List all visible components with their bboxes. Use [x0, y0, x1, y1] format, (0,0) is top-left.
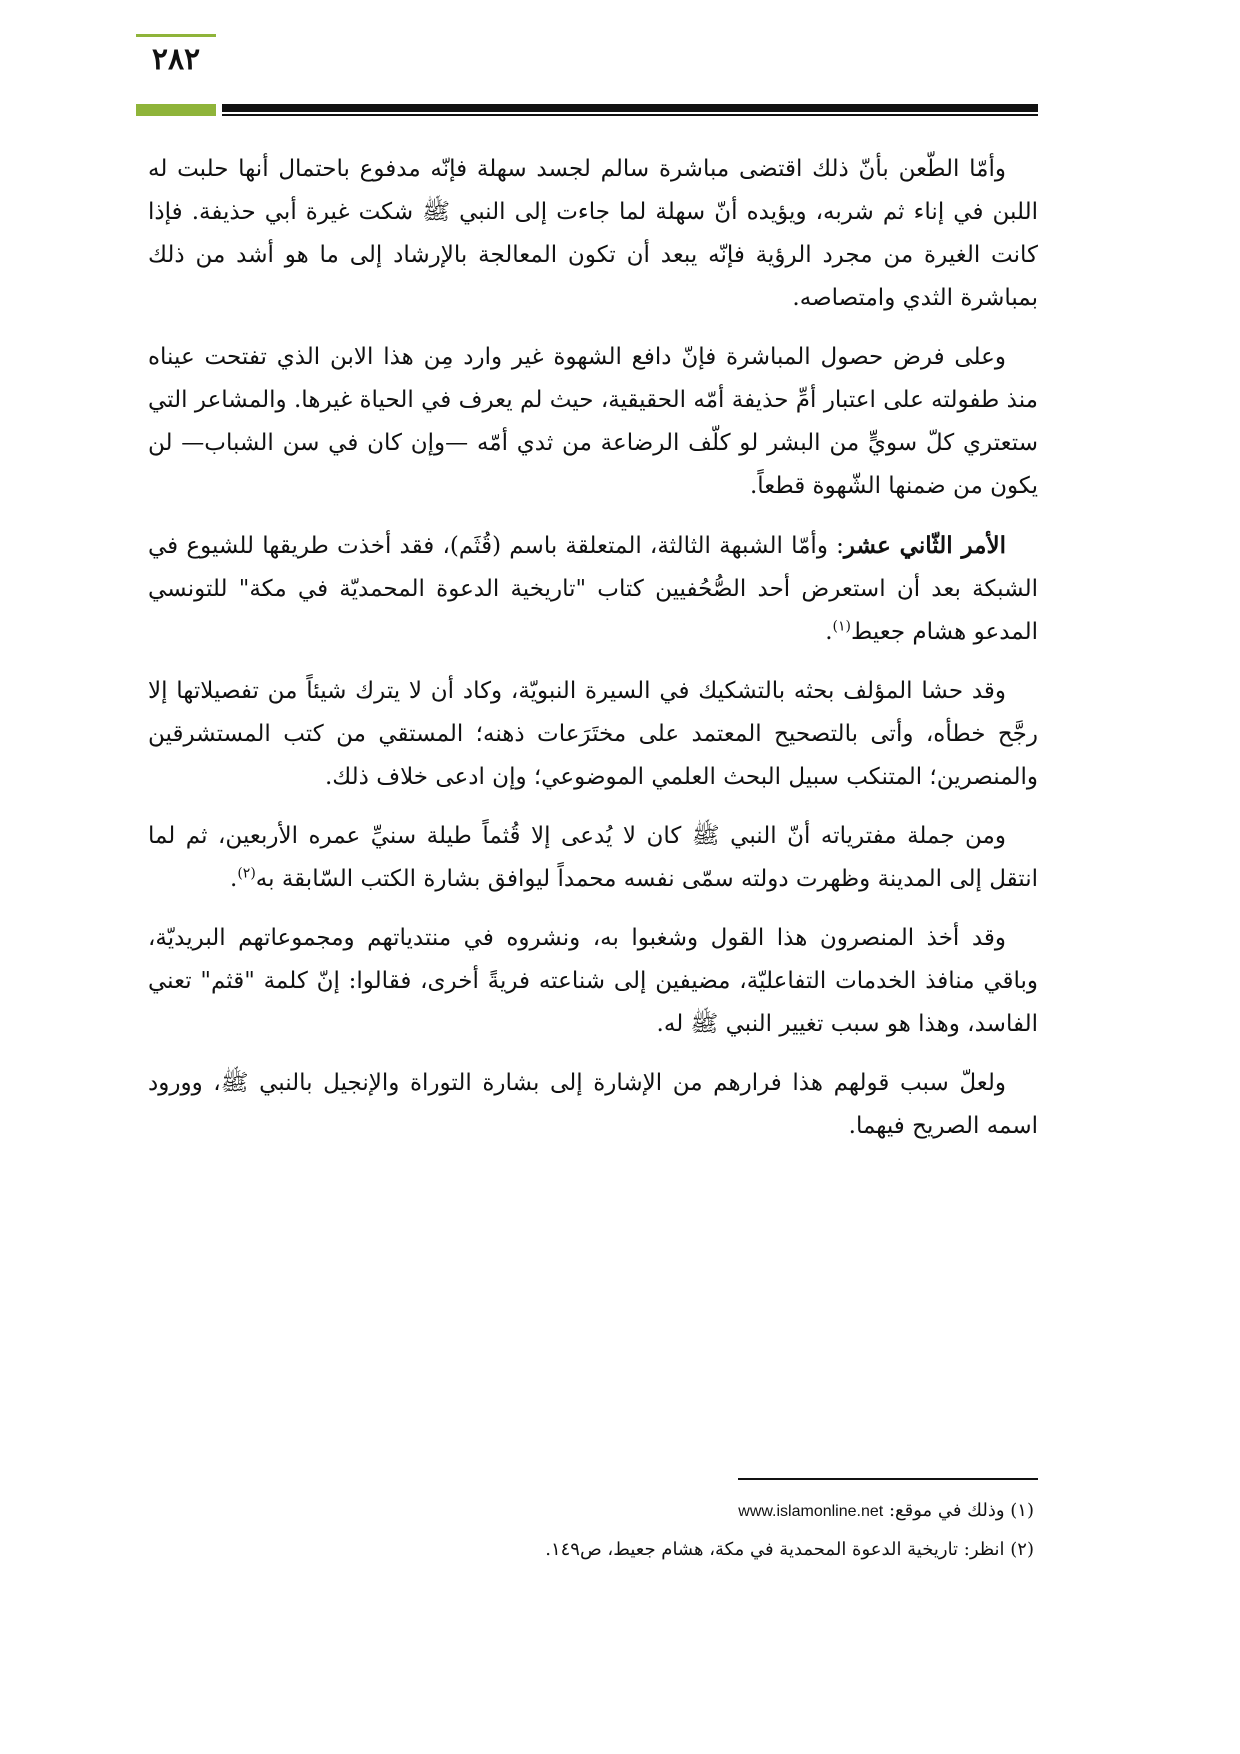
header-rule [222, 104, 1038, 112]
paragraph-4: وقد حشا المؤلف بحثه بالتشكيك في السيرة النبويّة، وكاد أن لا يترك شيئاً من تفصيلاتها إلا رجَّح خطأه، وأتى بالتصحيح المعتمد على مختَرَعات ذهنه؛ المستقي من كتب المستشرقين والمنصرين؛ المتنكب سبيل البحث العلمي الموضوعي؛ وإن ادعى خلاف ذلك. [148, 678, 1038, 790]
footnote-1 [148, 1492, 1038, 1531]
footnote-1-link[interactable]: www.islamonline.net [738, 1503, 884, 1520]
header-green-bar [136, 104, 216, 116]
footnote-ref-2[interactable]: (٢) [237, 865, 256, 882]
header-top-accent-line [136, 34, 216, 37]
paragraph-1: وأمّا الطّعن بأنّ ذلك اقتضى مباشرة سالم لجسد سهلة فإنّه مدفوع باحتمال أنها حلبت له اللبن في إناء ثم شربه، ويؤيده أنّ سهلة لما جاءت إلى النبي ﷺ شكت غيرة أبي حذيفة. فإذا كانت الغيرة من مجرد الرؤية فإنّه يبعد أن تكون المعالجة بالإرشاد إلى ما هو أشد من ذلك بمباشرة الثدي وامتصاصه. [148, 156, 1038, 311]
paragraph-2: وعلى فرض حصول المباشرة فإنّ دافع الشهوة غير وارد مِن هذا الابن الذي تفتحت عيناه منذ طفولته على اعتبار أمِّ حذيفة أمّه الحقيقية، حيث لم يعرف في الحياة غيرها. والمشاعر التي ستعتري كلّ سويٍّ من البشر لو كلّف الرضاعة من ثدي أمّه —وإن كان في سن الشباب— لن يكون من ضمنها الشّهوة قطعاً. [148, 344, 1038, 499]
main-text [148, 148, 1038, 1164]
paragraph-3 [148, 524, 1038, 654]
paragraph-5-end: . [230, 866, 238, 892]
page-number: ٢٨٢ [151, 42, 201, 77]
footnote-1-text: (١) وذلك في موقع: [883, 1500, 1034, 1521]
footnote-separator [738, 1478, 1038, 1480]
footnote-ref-1[interactable]: (١) [832, 618, 852, 635]
footnotes [148, 1492, 1038, 1569]
footnote-2: (٢) انظر: تاريخية الدعوة المحمدية في مكة، هشام جعيط، ص١٤٩. [545, 1539, 1034, 1560]
paragraph-5-text: ومن جملة مفترياته أنّ النبي ﷺ كان لا يُدعى إلا قُثماً طيلة سنيِّ عمره الأربعين، ثم لما انتقل إلى المدينة وظهرت دولته سمّى نفسه محمداً ليوافق بشارة الكتب السّابقة به [148, 823, 1038, 892]
paragraph-3-end: . [825, 619, 833, 645]
paragraph-6: وقد أخذ المنصرون هذا القول وشغبوا به، ونشروه في منتدياتهم ومجموعاتهم البريديّة، وباقي منافذ الخدمات التفاعليّة، مضيفين إلى شناعته فريةً أخرى، فقالوا: إنّ كلمة "قثم" تعني الفاسد، وهذا هو سبب تغيير النبي ﷺ له. [148, 925, 1038, 1037]
section-label: الأمر الثّاني عشر [843, 532, 1006, 559]
paragraph-3-text: : وأمّا الشبهة الثالثة، المتعلقة باسم (قُثَم)، فقد أخذت طريقها للشيوع في الشبكة بعد أن استعرض أحد الصُّحُفيين كتاب "تاريخية الدعوة المحمديّة في مكة" للتونسي المدعو هشام جعيط [148, 533, 1038, 645]
header-thin-rule [222, 114, 1038, 116]
paragraph-7: ولعلّ سبب قولهم هذا فرارهم من الإشارة إلى بشارة التوراة والإنجيل بالنبي ﷺ، وورود اسمه الصريح فيهما. [148, 1070, 1038, 1139]
paragraph-5 [148, 815, 1038, 901]
